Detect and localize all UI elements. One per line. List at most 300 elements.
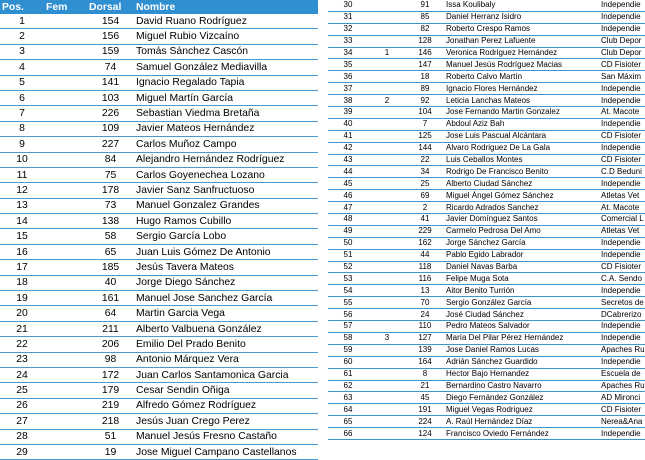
- cell-pos: 49: [328, 225, 368, 237]
- cell-pos: 5: [0, 75, 44, 90]
- table-row[interactable]: [0, 429, 318, 444]
- table-row[interactable]: [328, 118, 645, 130]
- cell-club: Escuela de: [599, 368, 645, 380]
- cell-fem: [368, 107, 406, 119]
- table-row[interactable]: [328, 261, 645, 273]
- table-row[interactable]: [328, 428, 645, 440]
- header-pos[interactable]: Pos.: [0, 0, 44, 14]
- cell-club: CD Fisioter: [599, 59, 645, 71]
- cell-pos: 8: [0, 121, 44, 136]
- table-row[interactable]: [0, 137, 318, 152]
- cell-nombre: Daniel Navas Barba: [444, 261, 599, 273]
- cell-dorsal: 7: [406, 118, 444, 130]
- cell-pos: 9: [0, 137, 44, 152]
- cell-nombre: Aitor Benito Turrión: [444, 285, 599, 297]
- table-row[interactable]: [328, 47, 645, 59]
- cell-fem: [44, 383, 87, 398]
- cell-dorsal: 18: [406, 71, 444, 83]
- cell-nombre: Carmelo Pedrosa Del Amo: [444, 225, 599, 237]
- cell-nombre: Roberto Calvo Martín: [444, 71, 599, 83]
- cell-nombre: Bernardino Castro Navarro: [444, 380, 599, 392]
- cell-fem: [44, 106, 87, 121]
- cell-nombre: Abdoul Aziz Bah: [444, 118, 599, 130]
- cell-club: Club Depor: [599, 47, 645, 59]
- cell-dorsal: 84: [87, 152, 134, 167]
- cell-club: At. Macote: [599, 202, 645, 214]
- cell-pos: 25: [0, 383, 44, 398]
- table-row[interactable]: [328, 237, 645, 249]
- cell-fem: [44, 275, 87, 290]
- cell-dorsal: 91: [406, 0, 444, 11]
- cell-dorsal: 161: [87, 291, 134, 306]
- cell-pos: 50: [328, 237, 368, 249]
- cell-pos: 40: [328, 118, 368, 130]
- cell-club: Independie: [599, 95, 645, 107]
- table-row[interactable]: [0, 29, 318, 44]
- cell-pos: 31: [328, 11, 368, 23]
- cell-club: At. Macote: [599, 107, 645, 119]
- cell-club: Nerea&Ana: [599, 416, 645, 428]
- cell-pos: 35: [328, 59, 368, 71]
- cell-dorsal: 65: [87, 244, 134, 259]
- cell-fem: [44, 29, 87, 44]
- cell-club: CD Fisioter: [599, 404, 645, 416]
- cell-fem: [44, 198, 87, 213]
- cell-club: Independie: [599, 23, 645, 35]
- cell-dorsal: 45: [406, 392, 444, 404]
- cell-pos: 60: [328, 356, 368, 368]
- table-row[interactable]: [0, 337, 318, 352]
- cell-pos: 6: [0, 90, 44, 105]
- table-row[interactable]: [0, 183, 318, 198]
- cell-fem: [368, 178, 406, 190]
- cell-pos: 13: [0, 198, 44, 213]
- cell-nombre: Ricardo Adrados Sanchez: [444, 202, 599, 214]
- cell-dorsal: 146: [406, 47, 444, 59]
- cell-dorsal: 19: [87, 444, 134, 459]
- table-row[interactable]: [0, 229, 318, 244]
- cell-fem: [368, 404, 406, 416]
- cell-dorsal: 40: [87, 275, 134, 290]
- table-row[interactable]: [0, 352, 318, 367]
- table-row[interactable]: [0, 321, 318, 336]
- cell-fem: [44, 321, 87, 336]
- cell-dorsal: 51: [87, 429, 134, 444]
- cell-club: Independie: [599, 118, 645, 130]
- cell-club: Comercial L: [599, 214, 645, 226]
- cell-fem: [368, 202, 406, 214]
- cell-pos: 2: [0, 29, 44, 44]
- cell-pos: 65: [328, 416, 368, 428]
- cell-dorsal: 82: [406, 23, 444, 35]
- cell-pos: 14: [0, 214, 44, 229]
- cell-club: Independie: [599, 332, 645, 344]
- cell-fem: [368, 214, 406, 226]
- table-row[interactable]: [328, 273, 645, 285]
- cell-nombre: Veronica Rodriguez Hernández: [444, 47, 599, 59]
- table-row[interactable]: [328, 107, 645, 119]
- cell-dorsal: 116: [406, 273, 444, 285]
- cell-fem: [368, 309, 406, 321]
- cell-pos: 20: [0, 306, 44, 321]
- cell-nombre: Jesús Juan Crego Perez: [134, 414, 318, 429]
- cell-nombre: Manuel Gonzalez Grandes: [134, 198, 318, 213]
- cell-fem: [44, 244, 87, 259]
- cell-nombre: Felipe Muga Sota: [444, 273, 599, 285]
- cell-fem: [44, 306, 87, 321]
- cell-dorsal: 125: [406, 130, 444, 142]
- cell-dorsal: 44: [406, 249, 444, 261]
- cell-nombre: Javier Domínguez Santos: [444, 214, 599, 226]
- cell-pos: 53: [328, 273, 368, 285]
- table-row[interactable]: [328, 416, 645, 428]
- cell-nombre: Tomás Sánchez Cascón: [134, 44, 318, 59]
- table-row[interactable]: [328, 285, 645, 297]
- cell-nombre: Alberto Valbuena González: [134, 321, 318, 336]
- table-row[interactable]: [0, 306, 318, 321]
- cell-pos: 63: [328, 392, 368, 404]
- cell-fem: 1: [368, 47, 406, 59]
- cell-nombre: Juan Luis Gómez De Antonio: [134, 244, 318, 259]
- cell-pos: 27: [0, 414, 44, 429]
- cell-pos: 17: [0, 260, 44, 275]
- cell-nombre: Sergio García Lobo: [134, 229, 318, 244]
- cell-dorsal: 75: [87, 167, 134, 182]
- cell-pos: 19: [0, 291, 44, 306]
- table-row[interactable]: [0, 167, 318, 182]
- cell-club: Apaches Ru: [599, 344, 645, 356]
- table-row[interactable]: [328, 154, 645, 166]
- cell-pos: 61: [328, 368, 368, 380]
- cell-fem: [368, 23, 406, 35]
- table-row[interactable]: [328, 0, 645, 11]
- cell-fem: [368, 344, 406, 356]
- table-row[interactable]: [0, 214, 318, 229]
- cell-fem: [368, 166, 406, 178]
- cell-fem: [44, 60, 87, 75]
- cell-nombre: Rodrigo De Francisco Benito: [444, 166, 599, 178]
- table-row[interactable]: [328, 297, 645, 309]
- cell-fem: [368, 297, 406, 309]
- cell-dorsal: 124: [406, 428, 444, 440]
- cell-dorsal: 64: [87, 306, 134, 321]
- cell-fem: [44, 75, 87, 90]
- cell-fem: [368, 0, 406, 11]
- cell-fem: [44, 444, 87, 459]
- cell-pos: 33: [328, 35, 368, 47]
- cell-fem: [44, 337, 87, 352]
- header-fem[interactable]: Fem: [44, 0, 87, 14]
- table-row[interactable]: [328, 249, 645, 261]
- cell-fem: [44, 214, 87, 229]
- cell-pos: 22: [0, 337, 44, 352]
- cell-fem: [44, 352, 87, 367]
- table-row[interactable]: [328, 142, 645, 154]
- cell-pos: 36: [328, 71, 368, 83]
- cell-club: Independie: [599, 285, 645, 297]
- cell-fem: 2: [368, 95, 406, 107]
- cell-fem: [44, 14, 87, 29]
- cell-pos: 55: [328, 297, 368, 309]
- table-row[interactable]: [328, 344, 645, 356]
- cell-dorsal: 159: [87, 44, 134, 59]
- cell-pos: 39: [328, 107, 368, 119]
- cell-dorsal: 127: [406, 332, 444, 344]
- cell-fem: [44, 260, 87, 275]
- cell-nombre: Issa Koulibaly: [444, 0, 599, 11]
- cell-fem: [368, 35, 406, 47]
- cell-dorsal: 191: [406, 404, 444, 416]
- cell-pos: 46: [328, 190, 368, 202]
- cell-dorsal: 219: [87, 398, 134, 413]
- table-row[interactable]: [328, 190, 645, 202]
- results-table-right: [328, 0, 645, 440]
- header-dorsal[interactable]: Dorsal: [87, 0, 134, 14]
- table-row[interactable]: [328, 392, 645, 404]
- table-row[interactable]: [0, 291, 318, 306]
- cell-dorsal: 110: [406, 321, 444, 333]
- results-table-left: [0, 0, 318, 460]
- table-row[interactable]: [0, 244, 318, 259]
- cell-club: Independie: [599, 321, 645, 333]
- table-row[interactable]: [0, 367, 318, 382]
- cell-nombre: Manuel Jesús Rodríguez Macias: [444, 59, 599, 71]
- cell-fem: [368, 416, 406, 428]
- table-row[interactable]: [0, 75, 318, 90]
- cell-fem: 3: [368, 332, 406, 344]
- cell-nombre: Jose Fernando Martin Gonzalez: [444, 107, 599, 119]
- cell-nombre: Miguel Martín García: [134, 90, 318, 105]
- cell-fem: [368, 428, 406, 440]
- cell-dorsal: 2: [406, 202, 444, 214]
- cell-pos: 64: [328, 404, 368, 416]
- cell-dorsal: 103: [87, 90, 134, 105]
- cell-fem: [368, 83, 406, 95]
- cell-club: Independie: [599, 0, 645, 11]
- cell-fem: [44, 414, 87, 429]
- cell-club: Apaches Ru: [599, 380, 645, 392]
- cell-dorsal: 109: [87, 121, 134, 136]
- table-row[interactable]: [328, 130, 645, 142]
- cell-pos: 52: [328, 261, 368, 273]
- cell-pos: 66: [328, 428, 368, 440]
- cell-dorsal: 34: [406, 166, 444, 178]
- cell-nombre: Alfredo Gómez Rodríguez: [134, 398, 318, 413]
- cell-pos: 43: [328, 154, 368, 166]
- cell-pos: 18: [0, 275, 44, 290]
- cell-pos: 3: [0, 44, 44, 59]
- cell-nombre: Javier Sanz Sanfructuoso: [134, 183, 318, 198]
- table-row[interactable]: [0, 414, 318, 429]
- cell-dorsal: 74: [87, 60, 134, 75]
- cell-pos: 38: [328, 95, 368, 107]
- cell-pos: 26: [0, 398, 44, 413]
- cell-club: Atletas Vet: [599, 190, 645, 202]
- cell-nombre: Pedro Mateos Salvador: [444, 321, 599, 333]
- cell-nombre: Carlos Muñoz Campo: [134, 137, 318, 152]
- table-row[interactable]: [0, 14, 318, 29]
- cell-pos: 57: [328, 321, 368, 333]
- table-row[interactable]: [328, 321, 645, 333]
- cell-nombre: David Ruano Rodríguez: [134, 14, 318, 29]
- cell-nombre: Javier Mateos Hernández: [134, 121, 318, 136]
- table-row[interactable]: [0, 398, 318, 413]
- cell-club: Independie: [599, 11, 645, 23]
- cell-club: Independie: [599, 249, 645, 261]
- table-row[interactable]: [328, 35, 645, 47]
- table-row[interactable]: [0, 275, 318, 290]
- cell-nombre: Diego Fernández González: [444, 392, 599, 404]
- cell-fem: [368, 71, 406, 83]
- cell-dorsal: 224: [406, 416, 444, 428]
- cell-nombre: Jose Daniel Ramos Lucas: [444, 344, 599, 356]
- cell-club: Independie: [599, 83, 645, 95]
- cell-nombre: Roberto Crespo Ramos: [444, 23, 599, 35]
- table-row[interactable]: [328, 404, 645, 416]
- table-row[interactable]: [328, 71, 645, 83]
- cell-club: CD Fisioter: [599, 261, 645, 273]
- table-row[interactable]: [328, 309, 645, 321]
- cell-pos: 21: [0, 321, 44, 336]
- cell-fem: [368, 59, 406, 71]
- table-row[interactable]: [0, 90, 318, 105]
- table-row[interactable]: [328, 332, 645, 344]
- table-row[interactable]: [0, 198, 318, 213]
- header-nombre[interactable]: Nombre: [134, 0, 318, 14]
- table-row[interactable]: [0, 444, 318, 459]
- cell-nombre: Jorge Diego Sánchez: [134, 275, 318, 290]
- cell-nombre: Adrián Sánchez Guardido: [444, 356, 599, 368]
- cell-nombre: Juan Carlos Santamonica Garcia: [134, 367, 318, 382]
- cell-nombre: Ignacio Flores Hernández: [444, 83, 599, 95]
- cell-club: CD Fisioter: [599, 154, 645, 166]
- table-row[interactable]: [0, 44, 318, 59]
- cell-pos: 11: [0, 167, 44, 182]
- cell-pos: 58: [328, 332, 368, 344]
- cell-pos: 4: [0, 60, 44, 75]
- cell-pos: 44: [328, 166, 368, 178]
- cell-pos: 54: [328, 285, 368, 297]
- table-row[interactable]: [328, 11, 645, 23]
- cell-club: Club Depor: [599, 35, 645, 47]
- cell-fem: [44, 44, 87, 59]
- cell-nombre: Manuel Jesús Fresno Castaño: [134, 429, 318, 444]
- cell-fem: [368, 273, 406, 285]
- cell-pos: 7: [0, 106, 44, 121]
- table-row[interactable]: [0, 383, 318, 398]
- cell-fem: [368, 261, 406, 273]
- cell-dorsal: 70: [406, 297, 444, 309]
- cell-dorsal: 144: [406, 142, 444, 154]
- cell-nombre: José Ciudad Sánchez: [444, 309, 599, 321]
- cell-dorsal: 92: [406, 95, 444, 107]
- cell-dorsal: 98: [87, 352, 134, 367]
- cell-club: C.D Beduni: [599, 166, 645, 178]
- cell-fem: [368, 368, 406, 380]
- cell-dorsal: 226: [87, 106, 134, 121]
- cell-dorsal: 128: [406, 35, 444, 47]
- cell-fem: [368, 237, 406, 249]
- cell-pos: 42: [328, 142, 368, 154]
- table-row[interactable]: [328, 59, 645, 71]
- cell-club: Independie: [599, 178, 645, 190]
- table-row[interactable]: [328, 356, 645, 368]
- cell-dorsal: 22: [406, 154, 444, 166]
- cell-pos: 59: [328, 344, 368, 356]
- cell-pos: 10: [0, 152, 44, 167]
- cell-pos: 47: [328, 202, 368, 214]
- cell-club: DCabrerizo: [599, 309, 645, 321]
- cell-pos: 32: [328, 23, 368, 35]
- cell-dorsal: 8: [406, 368, 444, 380]
- cell-nombre: Jose Luis Pascual Alcántara: [444, 130, 599, 142]
- cell-dorsal: 178: [87, 183, 134, 198]
- cell-nombre: Jose Miguel Campano Castellanos: [134, 444, 318, 459]
- cell-pos: 37: [328, 83, 368, 95]
- table-row[interactable]: [328, 225, 645, 237]
- cell-dorsal: 89: [406, 83, 444, 95]
- cell-nombre: María Del Pilar Pérez Hernández: [444, 332, 599, 344]
- cell-pos: 45: [328, 178, 368, 190]
- cell-nombre: Miguel Rubio Vizcaíno: [134, 29, 318, 44]
- table-row[interactable]: [328, 214, 645, 226]
- table-row[interactable]: [328, 95, 645, 107]
- cell-fem: [44, 183, 87, 198]
- cell-pos: 29: [0, 444, 44, 459]
- table-row[interactable]: [0, 106, 318, 121]
- cell-nombre: Manuel Jose Sanchez García: [134, 291, 318, 306]
- cell-pos: 41: [328, 130, 368, 142]
- cell-dorsal: 141: [87, 75, 134, 90]
- cell-fem: [44, 152, 87, 167]
- cell-nombre: Martin Garcia Vega: [134, 306, 318, 321]
- cell-nombre: Alberto Ciudad Sánchez: [444, 178, 599, 190]
- cell-dorsal: 104: [406, 107, 444, 119]
- cell-dorsal: 138: [87, 214, 134, 229]
- cell-dorsal: 172: [87, 367, 134, 382]
- cell-fem: [368, 190, 406, 202]
- cell-nombre: Emilio Del Prado Benito: [134, 337, 318, 352]
- cell-club: Independie: [599, 356, 645, 368]
- table-row[interactable]: [328, 368, 645, 380]
- table-row[interactable]: [328, 23, 645, 35]
- cell-fem: [368, 154, 406, 166]
- cell-nombre: Antonio Márquez Vera: [134, 352, 318, 367]
- table-header-row: [0, 0, 318, 14]
- table-row[interactable]: [0, 121, 318, 136]
- cell-club: CD Fisioter: [599, 130, 645, 142]
- cell-dorsal: 147: [406, 59, 444, 71]
- table-row[interactable]: [328, 178, 645, 190]
- table-row[interactable]: [328, 83, 645, 95]
- cell-nombre: Miguel Vegas Rodriguez: [444, 404, 599, 416]
- table-row[interactable]: [328, 166, 645, 178]
- cell-club: Atletas Vet: [599, 225, 645, 237]
- cell-fem: [44, 90, 87, 105]
- cell-nombre: Ignacio Regalado Tapia: [134, 75, 318, 90]
- cell-fem: [368, 392, 406, 404]
- cell-nombre: Jonathan Perez Lafuente: [444, 35, 599, 47]
- cell-nombre: Luis Ceballos Montes: [444, 154, 599, 166]
- table-row[interactable]: [328, 380, 645, 392]
- table-row[interactable]: [0, 152, 318, 167]
- cell-fem: [44, 229, 87, 244]
- table-row[interactable]: [0, 260, 318, 275]
- cell-fem: [368, 11, 406, 23]
- table-row[interactable]: [328, 202, 645, 214]
- table-row[interactable]: [0, 60, 318, 75]
- cell-club: Independie: [599, 237, 645, 249]
